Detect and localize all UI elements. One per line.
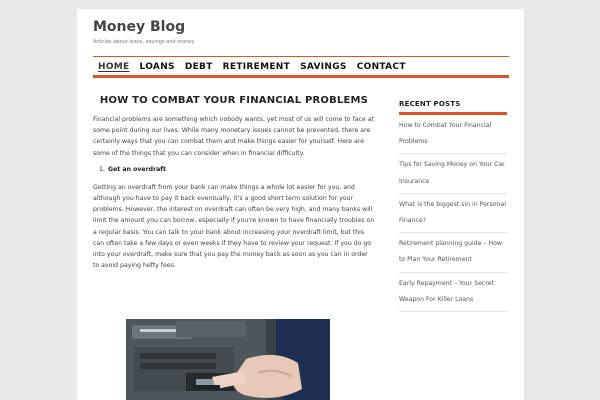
post-title: HOW TO COMBAT YOUR FINANCIAL PROBLEMS <box>99 95 369 106</box>
list-item-text: Get an overdraft <box>108 165 166 173</box>
list-item-number: 1. <box>99 165 105 173</box>
page-container <box>77 9 524 400</box>
recent-post-link[interactable]: Tips for Saving Money on Your Car Insurance <box>399 154 507 193</box>
atm-photo <box>126 319 330 400</box>
recent-posts-heading: RECENT POSTS <box>399 100 461 108</box>
nav-bottom-border <box>93 75 509 78</box>
post-image <box>126 319 330 400</box>
nav-item-savings[interactable]: SAVINGS <box>300 61 347 72</box>
post-content <box>93 95 375 271</box>
main-nav <box>93 59 509 74</box>
sidebar <box>399 100 507 312</box>
nav-top-border <box>93 56 509 57</box>
recent-post-link[interactable]: How to Combat Your Financial Problems <box>399 115 507 154</box>
nav-item-home[interactable]: HOME <box>98 61 130 72</box>
nav-item-retirement[interactable]: RETIREMENT <box>222 61 291 72</box>
nav-item-contact[interactable]: CONTACT <box>356 61 406 72</box>
post-intro: Financial problems are something which nobody wants, yet most of us will come to face at some point during our lives. While many monetary issues cannot be prevented, there are certainly ways that you can combat them and make things easier for yourself. Here are some of the things that you can consider when in financial difficulty. <box>93 116 374 157</box>
recent-post-link[interactable]: What is the biggest sin in Personal Finance? <box>399 194 507 233</box>
nav-item-debt[interactable]: DEBT <box>184 61 213 72</box>
nav-item-loans[interactable]: LOANS <box>139 61 175 72</box>
post-body: Getting an overdraft from your bank can make things a whole lot easier for you, and although you have to pay it back eventually, it's a good short term solution for your problems. However, the interest on overdraft can often be very high, and many banks will limit the amount you can borrow, especially if you're known to have financially troubles on a regular basis. You can talk to your bank about increasing your overdraft limit, but this can often take a few days or even weeks if they have to review your request. If you do go into your overdraft, make sure that you pay the money back as soon as you can in order to avoid paying hefty fees. <box>93 183 375 270</box>
recent-post-link[interactable]: Early Repayment – Your Secret Weapon For Killer Loans <box>399 273 507 312</box>
site-description: Articles about loans, savings and money <box>93 39 195 45</box>
site-title[interactable]: Money Blog <box>93 19 186 35</box>
list-item <box>93 166 375 173</box>
recent-post-link[interactable]: Retirement planning guide – How to Plan Your Retirement <box>399 233 507 272</box>
